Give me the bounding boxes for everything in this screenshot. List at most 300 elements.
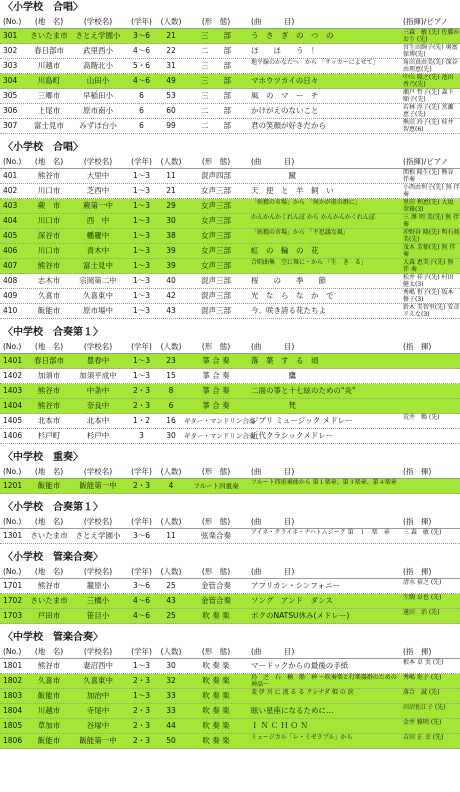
cell-grade: 4～6: [132, 596, 151, 605]
cell-grade: 1～3: [132, 276, 151, 285]
cell-entry-number: 1701: [3, 581, 23, 590]
header-grade: (学年): [131, 342, 152, 351]
header-conductor: (指 揮): [403, 647, 432, 656]
cell-grade: 1～3: [132, 246, 151, 255]
header-piece-title: (曲 目): [251, 342, 295, 351]
cell-conductor: 田沼佐江子 (先): [403, 704, 446, 711]
cell-form: 混声三部: [201, 276, 231, 285]
cell-school: 谷塚中: [86, 721, 110, 730]
section-title: 〈小学校 合唱〉: [3, 142, 83, 153]
cell-form: 混声三部: [201, 291, 231, 300]
cell-entry-number: 1402: [3, 371, 23, 380]
header-form: (形 態): [201, 17, 231, 26]
cell-city: 上尾市: [37, 106, 61, 115]
cell-form: 二 部: [201, 106, 231, 115]
header-grade: (学年): [131, 157, 152, 166]
cell-member-count: 38: [166, 231, 176, 240]
table-row: [0, 289, 460, 304]
header-entry-number: (No.): [3, 157, 22, 166]
cell-grade: 2・3: [132, 401, 151, 410]
cell-member-count: 30: [166, 431, 176, 440]
cell-form: 三 部: [201, 91, 231, 100]
cell-city: 杉戸町: [37, 431, 61, 440]
cell-city: 志木市: [37, 276, 61, 285]
header-member-count: (人数): [160, 517, 182, 526]
cell-city: 草加市: [37, 721, 61, 730]
cell-city: 熊谷市: [37, 261, 61, 270]
cell-grade: 4～6: [132, 611, 151, 620]
cell-school: 籠原小: [86, 581, 110, 590]
header-form: (形 態): [201, 647, 231, 656]
column-header-row: [0, 645, 460, 659]
cell-school: 三橋小: [86, 596, 110, 605]
cell-entry-number: 1301: [3, 531, 23, 540]
cell-piece-title: ボクのNATSU休み(メドレー): [251, 611, 350, 620]
header-school: (学校名): [83, 157, 113, 166]
cell-entry-number: 1805: [3, 721, 23, 730]
cell-piece-title: ミュージカル「レ・ミゼラブル」から: [251, 734, 353, 741]
cell-conductor: 清水 裕之 (先): [403, 579, 442, 586]
cell-entry-number: 1803: [3, 691, 23, 700]
table-row: [0, 304, 460, 319]
cell-city: さいたま市: [30, 596, 68, 605]
cell-grade: 1～3: [132, 231, 151, 240]
table-row: [0, 89, 460, 104]
cell-piece-title: かけがえのないこと: [251, 106, 319, 115]
cell-member-count: 21: [166, 186, 176, 195]
cell-school: 幡羅中: [86, 231, 110, 240]
header-piece-title: (曲 目): [251, 17, 295, 26]
cell-grade: 1～3: [132, 201, 151, 210]
cell-conductor: 三森 敏 (先) 佐藤かおり (先): [403, 29, 460, 43]
cell-member-count: 53: [166, 91, 176, 100]
cell-entry-number: 409: [3, 291, 18, 300]
header-school: (学校名): [83, 342, 113, 351]
table-row: [0, 734, 460, 749]
cell-city: 川越市: [37, 706, 61, 715]
cell-grade: 1～3: [132, 261, 151, 270]
cell-conductor: 沖野谷 隆(先) 明石亜美(先): [403, 229, 460, 243]
cell-member-count: 25: [166, 581, 176, 590]
cell-city: 熊谷市: [37, 171, 61, 180]
table-row: [0, 429, 460, 444]
header-school: (学校名): [83, 647, 113, 656]
cell-school: 青木中: [86, 246, 110, 255]
cell-conductor: [400, 369, 460, 383]
cell-form: 箏 合 奏: [202, 371, 230, 380]
cell-grade: 3: [139, 431, 144, 440]
cell-piece-title: かんかんかくれんぼ から かんかんかくれんぼ: [251, 214, 375, 221]
cell-city: 飯能市: [37, 736, 61, 745]
cell-form: 吹 奏 楽: [202, 661, 230, 670]
cell-conductor: 三 澤 明 美(先) 無 伴 奏: [403, 214, 460, 228]
cell-grade: 1～3: [132, 691, 151, 700]
cell-entry-number: 1801: [3, 661, 23, 670]
cell-piece-title: 合唱曲集 空に舞に・から 「生 き る」: [251, 259, 367, 266]
table-row: [0, 719, 460, 734]
table-row: [0, 479, 460, 494]
header-member-count: (人数): [160, 157, 182, 166]
cell-form: 三 部: [201, 76, 231, 85]
cell-piece-title: ジブリ ミュージック メドレー: [251, 416, 353, 425]
table-row: [0, 609, 460, 624]
cell-city: 熊谷市: [37, 581, 61, 590]
table-row: [0, 74, 460, 89]
header-city: (地 名): [34, 342, 64, 351]
cell-entry-number: 402: [3, 186, 18, 195]
cell-form: 金管合奏: [201, 596, 231, 605]
table-row: [0, 274, 460, 289]
cell-grade: 5・6: [132, 61, 151, 70]
section-title: 〈小学校 合奏第１〉: [3, 502, 103, 513]
header-conductor: (指揮)/ピアノ: [403, 17, 449, 26]
cell-city: 飯能市: [37, 306, 61, 315]
cell-school: 加須平成中: [79, 371, 117, 380]
cell-member-count: 49: [166, 76, 176, 85]
cell-form: 二 部: [201, 121, 231, 130]
cell-piece-title: マホウツカイの日々: [251, 76, 319, 85]
cell-school: 寺尾中: [86, 706, 110, 715]
cell-school: 久喜東中: [83, 676, 113, 685]
header-member-count: (人数): [160, 17, 182, 26]
cell-conductor: 中山 隆之(先) 池田 香乃(先): [403, 74, 454, 88]
cell-piece-title: アフリカン・シンフォニー: [251, 581, 341, 590]
header-city: (地 名): [34, 157, 64, 166]
cell-grade: 2・3: [132, 736, 151, 745]
cell-conductor: 荒井 暢 (先): [403, 414, 440, 421]
cell-city: 富士見市: [34, 121, 64, 130]
header-grade: (学年): [131, 647, 152, 656]
cell-city: 川島町: [37, 76, 61, 85]
cell-city: 春日部市: [34, 46, 64, 55]
cell-school: みずほ台小: [79, 121, 117, 130]
table-row: [0, 29, 460, 44]
cell-conductor: 小西由利子(先) 無 伴 奏: [403, 184, 460, 198]
header-piece-title: (曲 目): [251, 517, 295, 526]
cell-form: 箏 合 奏: [202, 386, 230, 395]
cell-conductor: 瀬戸 哲子(先) 森下 順子(先): [403, 89, 454, 103]
cell-piece-title: ほ ほ う ！: [251, 46, 319, 55]
cell-form: 混声四部: [201, 171, 231, 180]
cell-conductor: 生駒 卓也 (先): [403, 594, 442, 601]
cell-member-count: 42: [166, 291, 176, 300]
cell-conductor: 鈴木 美智里(先) 安彦 リえな(3): [403, 304, 460, 318]
cell-form: 女声三部: [201, 186, 231, 195]
cell-school: 山田小: [86, 76, 110, 85]
cell-entry-number: 406: [3, 246, 18, 255]
cell-member-count: 15: [166, 371, 176, 380]
cell-piece-title: 蹴: [251, 171, 296, 180]
cell-school: 原市南小: [83, 106, 113, 115]
header-member-count: (人数): [160, 467, 182, 476]
header-entry-number: (No.): [3, 467, 22, 476]
table-row: [0, 244, 460, 259]
cell-member-count: 40: [166, 276, 176, 285]
section-title: 〈小学校 合唱〉: [3, 2, 83, 13]
cell-city: 熊谷市: [37, 661, 61, 670]
cell-school: 妻沼西中: [83, 661, 113, 670]
cell-piece-title: 落 葉 す る 頃: [251, 356, 319, 365]
table-row: [0, 259, 460, 274]
cell-piece-title: 虹 の 輪 の 花: [251, 246, 319, 255]
cell-piece-title: Ｉ Ｎ Ｃ Ｈ Ｏ Ｎ: [251, 721, 308, 730]
cell-piece-title: 眩い星座になるために…: [251, 706, 334, 715]
cell-form: フルート四重奏: [193, 482, 239, 490]
cell-grade: 3～6: [132, 31, 151, 40]
cell-form: 二 部: [201, 46, 231, 55]
cell-member-count: 25: [166, 611, 176, 620]
cell-city: 川越市: [37, 61, 61, 70]
cell-conductor: 角田真由美(先) 深谷由理恵(先): [403, 59, 458, 73]
cell-member-count: 8: [168, 386, 174, 395]
cell-school: 飯能第一中: [79, 481, 117, 490]
cell-form: 女声三部: [201, 261, 231, 270]
header-piece-title: (曲 目): [251, 647, 295, 656]
cell-school: さとえ学園小: [75, 531, 121, 540]
cell-school: 富士見中: [83, 261, 113, 270]
column-header-row: [0, 15, 460, 29]
cell-member-count: 11: [166, 171, 176, 180]
cell-grade: 1～3: [132, 216, 151, 225]
cell-school: 笹目小: [86, 611, 110, 620]
cell-piece-title: 「妖精の市場」から 「何かが虚の群に」: [251, 199, 361, 206]
cell-entry-number: 307: [3, 121, 18, 130]
cell-city: 川口市: [37, 216, 61, 225]
cell-piece-title: マードックからの最後の手紙: [251, 661, 349, 670]
cell-conductor: 茂木 芳郁(先) 無 伴 奏: [403, 244, 456, 258]
cell-city: 川口市: [37, 246, 61, 255]
header-city: (地 名): [34, 647, 64, 656]
cell-piece-title: う さ ぎ の つ の: [251, 31, 334, 40]
cell-form: 三 部: [201, 61, 231, 70]
header-piece-title: (曲 目): [251, 567, 295, 576]
cell-form: 混声三部: [201, 306, 231, 315]
cell-form: 金管合奏: [201, 581, 231, 590]
cell-conductor: [400, 384, 460, 398]
cell-entry-number: 304: [3, 76, 18, 85]
cell-conductor: 大森 恵美子(先) 無 伴 奏: [403, 259, 454, 273]
cell-member-count: 43: [166, 306, 176, 315]
cell-conductor: 関根 隆生(先) 熊谷 伴奏: [403, 169, 454, 183]
header-conductor: (指 揮): [403, 567, 432, 576]
cell-member-count: 33: [166, 691, 176, 700]
header-school: (学校名): [83, 517, 113, 526]
cell-entry-number: 1403: [3, 386, 23, 395]
cell-entry-number: 1804: [3, 706, 23, 715]
cell-conductor: [400, 354, 460, 368]
cell-piece-title: 近代クラシックメドレー: [251, 431, 334, 440]
cell-conductor: 宮生田絢子(先) 奥富 保博(先): [403, 44, 458, 58]
cell-grade: 4～6: [132, 76, 151, 85]
header-form: (形 態): [201, 467, 231, 476]
cell-form: ギター・マンドリン合奏: [184, 417, 256, 425]
header-grade: (学年): [131, 467, 152, 476]
header-city: (地 名): [34, 567, 64, 576]
cell-entry-number: 1703: [3, 611, 23, 620]
cell-city: さいたま市: [30, 531, 68, 540]
cell-conductor: 秀嶋 矩子 (先): [403, 674, 442, 681]
cell-form: 三 部: [201, 31, 231, 40]
cell-city: 深谷市: [37, 231, 61, 240]
cell-city: 久喜市: [37, 676, 61, 685]
cell-grade: 2・3: [132, 386, 151, 395]
cell-city: 三郷市: [37, 91, 61, 100]
cell-city: 春日部市: [34, 356, 64, 365]
header-entry-number: (No.): [3, 342, 22, 351]
table-row: [0, 119, 460, 134]
cell-city: さいたま市: [30, 31, 68, 40]
cell-entry-number: 405: [3, 231, 18, 240]
cell-form: ギター・マンドリン合奏: [184, 432, 256, 440]
cell-school: 久喜東中: [83, 291, 113, 300]
cell-entry-number: 303: [3, 61, 18, 70]
cell-entry-number: 407: [3, 261, 18, 270]
column-header-row: [0, 515, 460, 529]
cell-entry-number: 403: [3, 201, 18, 210]
table-row: [0, 529, 460, 544]
cell-member-count: 21: [166, 31, 176, 40]
cell-entry-number: 306: [3, 106, 18, 115]
section-title: 〈中学校 合奏第１〉: [3, 327, 103, 338]
cell-member-count: 44: [166, 721, 176, 730]
column-header-row: [0, 565, 460, 579]
cell-entry-number: 1401: [3, 356, 23, 365]
cell-school: 杉戸中: [86, 431, 110, 440]
cell-grade: 2・3: [132, 721, 151, 730]
cell-entry-number: 401: [3, 171, 18, 180]
cell-piece-title: 「妖精の市場」から 「不思議な風」: [251, 229, 349, 236]
cell-member-count: 50: [166, 736, 176, 745]
cell-city: 熊谷市: [37, 401, 61, 410]
table-row: [0, 229, 460, 244]
cell-grade: 6: [139, 121, 144, 130]
table-row: [0, 184, 460, 199]
cell-city: 加須市: [37, 371, 61, 380]
cell-conductor: 若林 淳子(先) 宮瀬 恵子(先): [403, 104, 454, 118]
cell-entry-number: 408: [3, 276, 18, 285]
table-row: [0, 704, 460, 719]
cell-piece-title: アイネ・クライネ・ナハトムジーク 第 １ 楽 章: [251, 529, 390, 536]
cell-form: 箏 合 奏: [202, 356, 230, 365]
cell-entry-number: 1405: [3, 416, 23, 425]
cell-member-count: 30: [166, 216, 176, 225]
cell-member-count: 99: [166, 121, 176, 130]
cell-conductor: [400, 399, 460, 413]
cell-grade: 6: [139, 91, 144, 100]
cell-piece-title: ソング アンド ダンス: [251, 596, 333, 605]
cell-member-count: 43: [166, 596, 176, 605]
cell-conductor: 熊田 玲子(先) 桂井 智恵(6): [403, 119, 454, 133]
cell-conductor: 秀嶋 恒子(先) 坂本 修子(3): [403, 289, 454, 303]
cell-form: 箏 合 奏: [202, 401, 230, 410]
cell-conductor: 落合 誠 (先): [403, 689, 440, 696]
cell-member-count: 33: [166, 706, 176, 715]
cell-city: 熊谷市: [37, 386, 61, 395]
cell-piece-title: 今、咲き誇る花たちよ: [251, 306, 326, 315]
cell-grade: 2・3: [132, 676, 151, 685]
header-grade: (学年): [131, 17, 152, 26]
cell-member-count: 30: [166, 661, 176, 670]
cell-form: 女声三部: [201, 231, 231, 240]
cell-piece-title: 天 使 と 羊 飼 い: [251, 186, 334, 195]
cell-member-count: 60: [166, 106, 176, 115]
cell-city: 戸田市: [37, 611, 61, 620]
header-entry-number: (No.): [3, 17, 22, 26]
cell-city: 飯能市: [37, 481, 61, 490]
header-piece-title: (曲 目): [251, 467, 295, 476]
cell-conductor: 三 森 敏 (先): [403, 529, 442, 536]
cell-conductor: 松井 祥子(先) 村田 健太(3): [403, 274, 454, 288]
table-row: [0, 354, 460, 369]
cell-school: 豊春中: [86, 356, 110, 365]
cell-conductor: [400, 429, 460, 443]
cell-grade: 6: [139, 106, 144, 115]
cell-entry-number: 305: [3, 91, 18, 100]
cell-member-count: 31: [166, 61, 176, 70]
cell-form: 吹 奏 楽: [202, 721, 230, 730]
cell-form: 弦楽合奏: [201, 531, 231, 540]
cell-school: 原市場中: [83, 306, 113, 315]
cell-grade: 1～3: [132, 661, 151, 670]
cell-form: 女声三部: [201, 246, 231, 255]
cell-member-count: 11: [166, 531, 176, 540]
table-row: [0, 169, 460, 184]
column-header-row: [0, 155, 460, 169]
cell-entry-number: 410: [3, 306, 18, 315]
cell-school: 中条中: [86, 386, 110, 395]
cell-member-count: 22: [166, 46, 176, 55]
header-city: (地 名): [34, 517, 64, 526]
cell-entry-number: 301: [3, 31, 18, 40]
header-piece-title: (曲 目): [251, 157, 295, 166]
cell-school: 飯能第一中: [79, 736, 117, 745]
cell-form: 女声三部: [201, 216, 231, 225]
cell-piece-title: 桜 の 季 節: [251, 276, 326, 285]
cell-city: 北本市: [37, 416, 61, 425]
table-row: [0, 659, 460, 674]
cell-grade: 4～6: [132, 46, 151, 55]
cell-school: 早稲田小: [83, 91, 113, 100]
cell-form: 吹 奏 楽: [202, 706, 230, 715]
table-row: [0, 384, 460, 399]
cell-grade: 1～3: [132, 371, 151, 380]
cell-piece-title: 斐 伊 川 に 流 る る クシナダ 姫 の 涙: [251, 689, 354, 696]
header-grade: (学年): [131, 517, 152, 526]
cell-member-count: 39: [166, 261, 176, 270]
section-title: 〈中学校 管楽合奏〉: [3, 632, 103, 643]
cell-school: 芝西中: [86, 186, 110, 195]
cell-entry-number: 1806: [3, 736, 23, 745]
header-member-count: (人数): [160, 342, 182, 351]
cell-city: 飯能市: [37, 691, 61, 700]
cell-city: 川口市: [37, 186, 61, 195]
cell-entry-number: 1406: [3, 431, 23, 440]
header-city: (地 名): [34, 17, 64, 26]
cell-city: 久喜市: [37, 291, 61, 300]
header-conductor: (指 揮): [403, 467, 432, 476]
cell-grade: 3～6: [132, 531, 151, 540]
cell-grade: 1～3: [132, 186, 151, 195]
cell-grade: 2・3: [132, 481, 151, 490]
section-title: 〈小学校 管楽合奏〉: [3, 552, 103, 563]
cell-entry-number: 1201: [3, 481, 23, 490]
table-row: [0, 674, 460, 689]
table-row: [0, 369, 460, 384]
cell-piece-title: フルート四重奏曲から 第１楽章、第３楽章、第４楽章: [251, 479, 397, 486]
header-school: (学校名): [83, 567, 113, 576]
header-form: (形 態): [201, 342, 231, 351]
header-form: (形 態): [201, 517, 231, 526]
